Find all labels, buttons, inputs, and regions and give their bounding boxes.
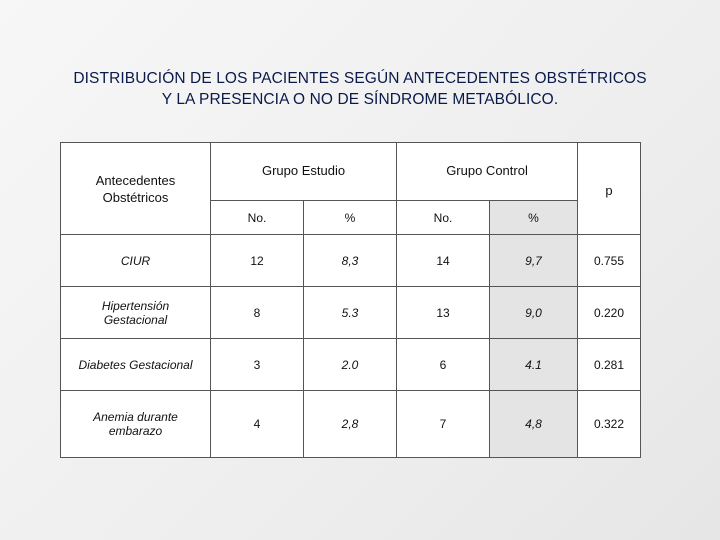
cell-p: 0.220 — [578, 287, 641, 339]
header-antecedentes — [61, 143, 211, 235]
table-row — [61, 287, 641, 339]
table-row — [61, 339, 641, 391]
cell-control-no: 7 — [397, 391, 490, 458]
cell-estudio-no: 4 — [211, 391, 304, 458]
cell-p: 0.322 — [578, 391, 641, 458]
header-p: p — [578, 143, 641, 235]
row-label-text: Anemia durante embarazo — [93, 410, 178, 438]
cell-control-pct: 9,7 — [490, 235, 578, 287]
header-control-no: No. — [397, 201, 490, 235]
cell-estudio-no: 8 — [211, 287, 304, 339]
header-grupo-control: Grupo Control — [397, 143, 578, 201]
header-estudio-no: No. — [211, 201, 304, 235]
table-row — [61, 235, 641, 287]
cell-estudio-pct: 2.0 — [304, 339, 397, 391]
row-label — [61, 391, 211, 458]
obstetric-history-table — [60, 142, 641, 458]
cell-control-no: 14 — [397, 235, 490, 287]
cell-control-pct: 9,0 — [490, 287, 578, 339]
cell-control-pct: 4,8 — [490, 391, 578, 458]
row-label: Diabetes Gestacional — [61, 339, 211, 391]
row-label — [61, 287, 211, 339]
slide-title — [40, 68, 680, 110]
cell-estudio-pct: 8,3 — [304, 235, 397, 287]
cell-control-pct: 4.1 — [490, 339, 578, 391]
title-line-2: Y LA PRESENCIA O NO DE SÍNDROME METABÓLICO. — [161, 91, 559, 108]
header-estudio-pct: % — [304, 201, 397, 235]
cell-p: 0.755 — [578, 235, 641, 287]
header-control-pct: % — [490, 201, 578, 235]
title-line-1: DISTRIBUCIÓN DE LOS PACIENTES SEGÚN ANTECEDENTES OBSTÉTRICOS — [73, 70, 647, 87]
cell-estudio-pct: 2,8 — [304, 391, 397, 458]
header-antecedentes-label: Antecedentes Obstétricos — [95, 172, 176, 205]
cell-estudio-no: 12 — [211, 235, 304, 287]
table-row — [61, 391, 641, 458]
row-label: CIUR — [61, 235, 211, 287]
cell-p: 0.281 — [578, 339, 641, 391]
header-row-groups — [61, 143, 641, 201]
row-label-text: Hipertensión Gestacional — [101, 298, 170, 327]
header-grupo-estudio: Grupo Estudio — [211, 143, 397, 201]
cell-estudio-pct: 5.3 — [304, 287, 397, 339]
cell-control-no: 13 — [397, 287, 490, 339]
cell-control-no: 6 — [397, 339, 490, 391]
cell-estudio-no: 3 — [211, 339, 304, 391]
